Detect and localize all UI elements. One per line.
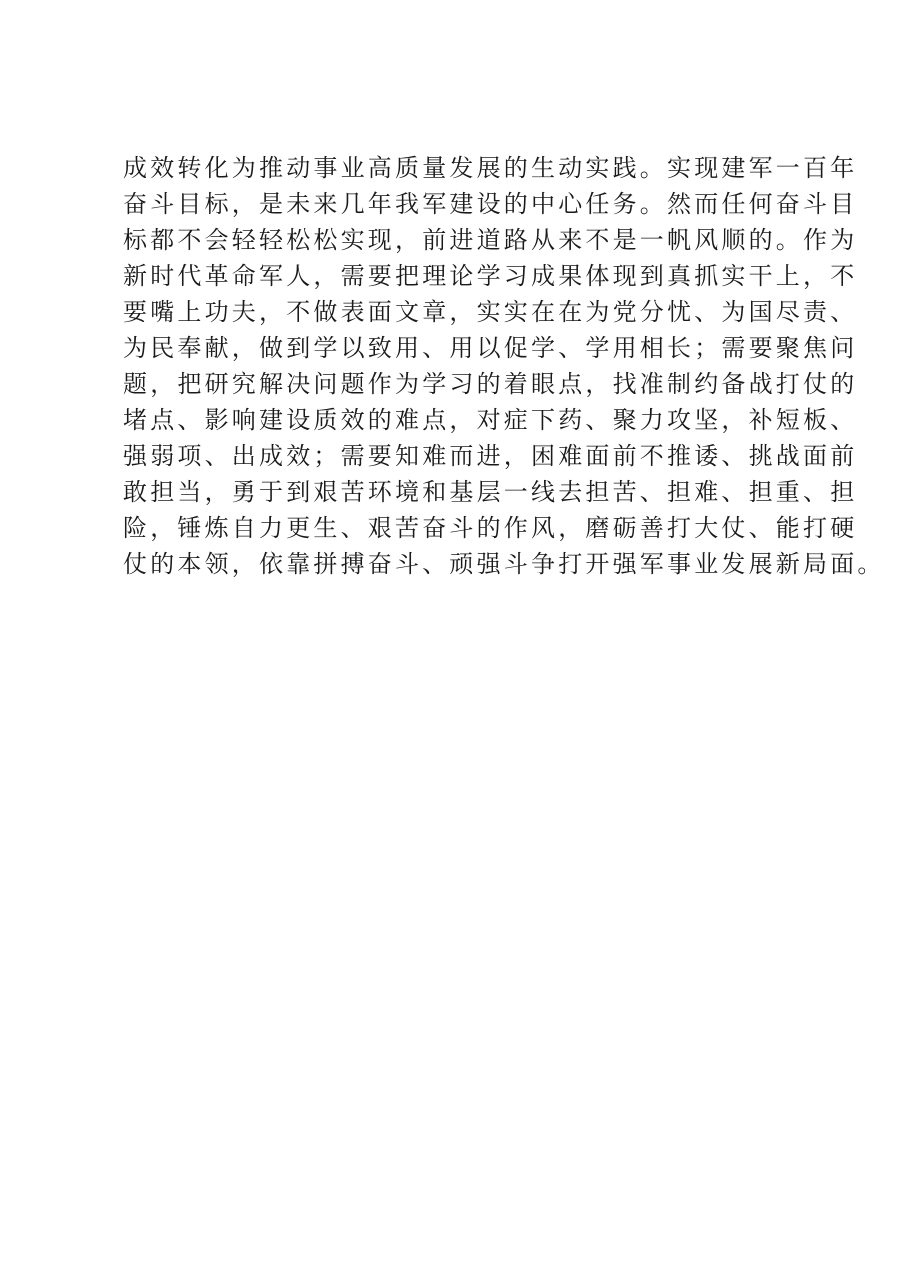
paragraph-line: 敢担当，勇于到艰苦环境和基层一线去担苦、担难、担重、担 (123, 478, 858, 506)
paragraph-line: 标都不会轻轻松松实现，前进道路从来不是一帆风顺的。作为 (123, 226, 858, 254)
paragraph-line: 险，锤炼自力更生、艰苦奋斗的作风，磨砺善打大仗、能打硬 (123, 514, 858, 542)
paragraph-line: 成效转化为推动事业高质量发展的生动实践。实现建军一百年 (123, 154, 858, 182)
paragraph-line: 强弱项、出成效；需要知难而进，困难面前不推诿、挑战面前 (123, 442, 858, 470)
paragraph-line: 要嘴上功夫，不做表面文章，实实在在为党分忧、为国尽责、 (123, 298, 858, 326)
paragraph-line: 为民奉献，做到学以致用、用以促学、学用相长；需要聚焦问 (123, 334, 858, 362)
paragraph-line: 题，把研究解决问题作为学习的着眼点，找准制约备战打仗的 (123, 370, 858, 398)
paragraph-line: 奋斗目标，是未来几年我军建设的中心任务。然而任何奋斗目 (123, 190, 858, 218)
paragraph-line: 仗的本领，依靠拼搏奋斗、顽强斗争打开强军事业发展新局面。 (123, 550, 885, 578)
paragraph-line: 新时代革命军人，需要把理论学习成果体现到真抓实干上，不 (123, 262, 858, 290)
body-paragraph (123, 150, 885, 582)
paragraph-line: 堵点、影响建设质效的难点，对症下药、聚力攻坚，补短板、 (123, 406, 858, 434)
